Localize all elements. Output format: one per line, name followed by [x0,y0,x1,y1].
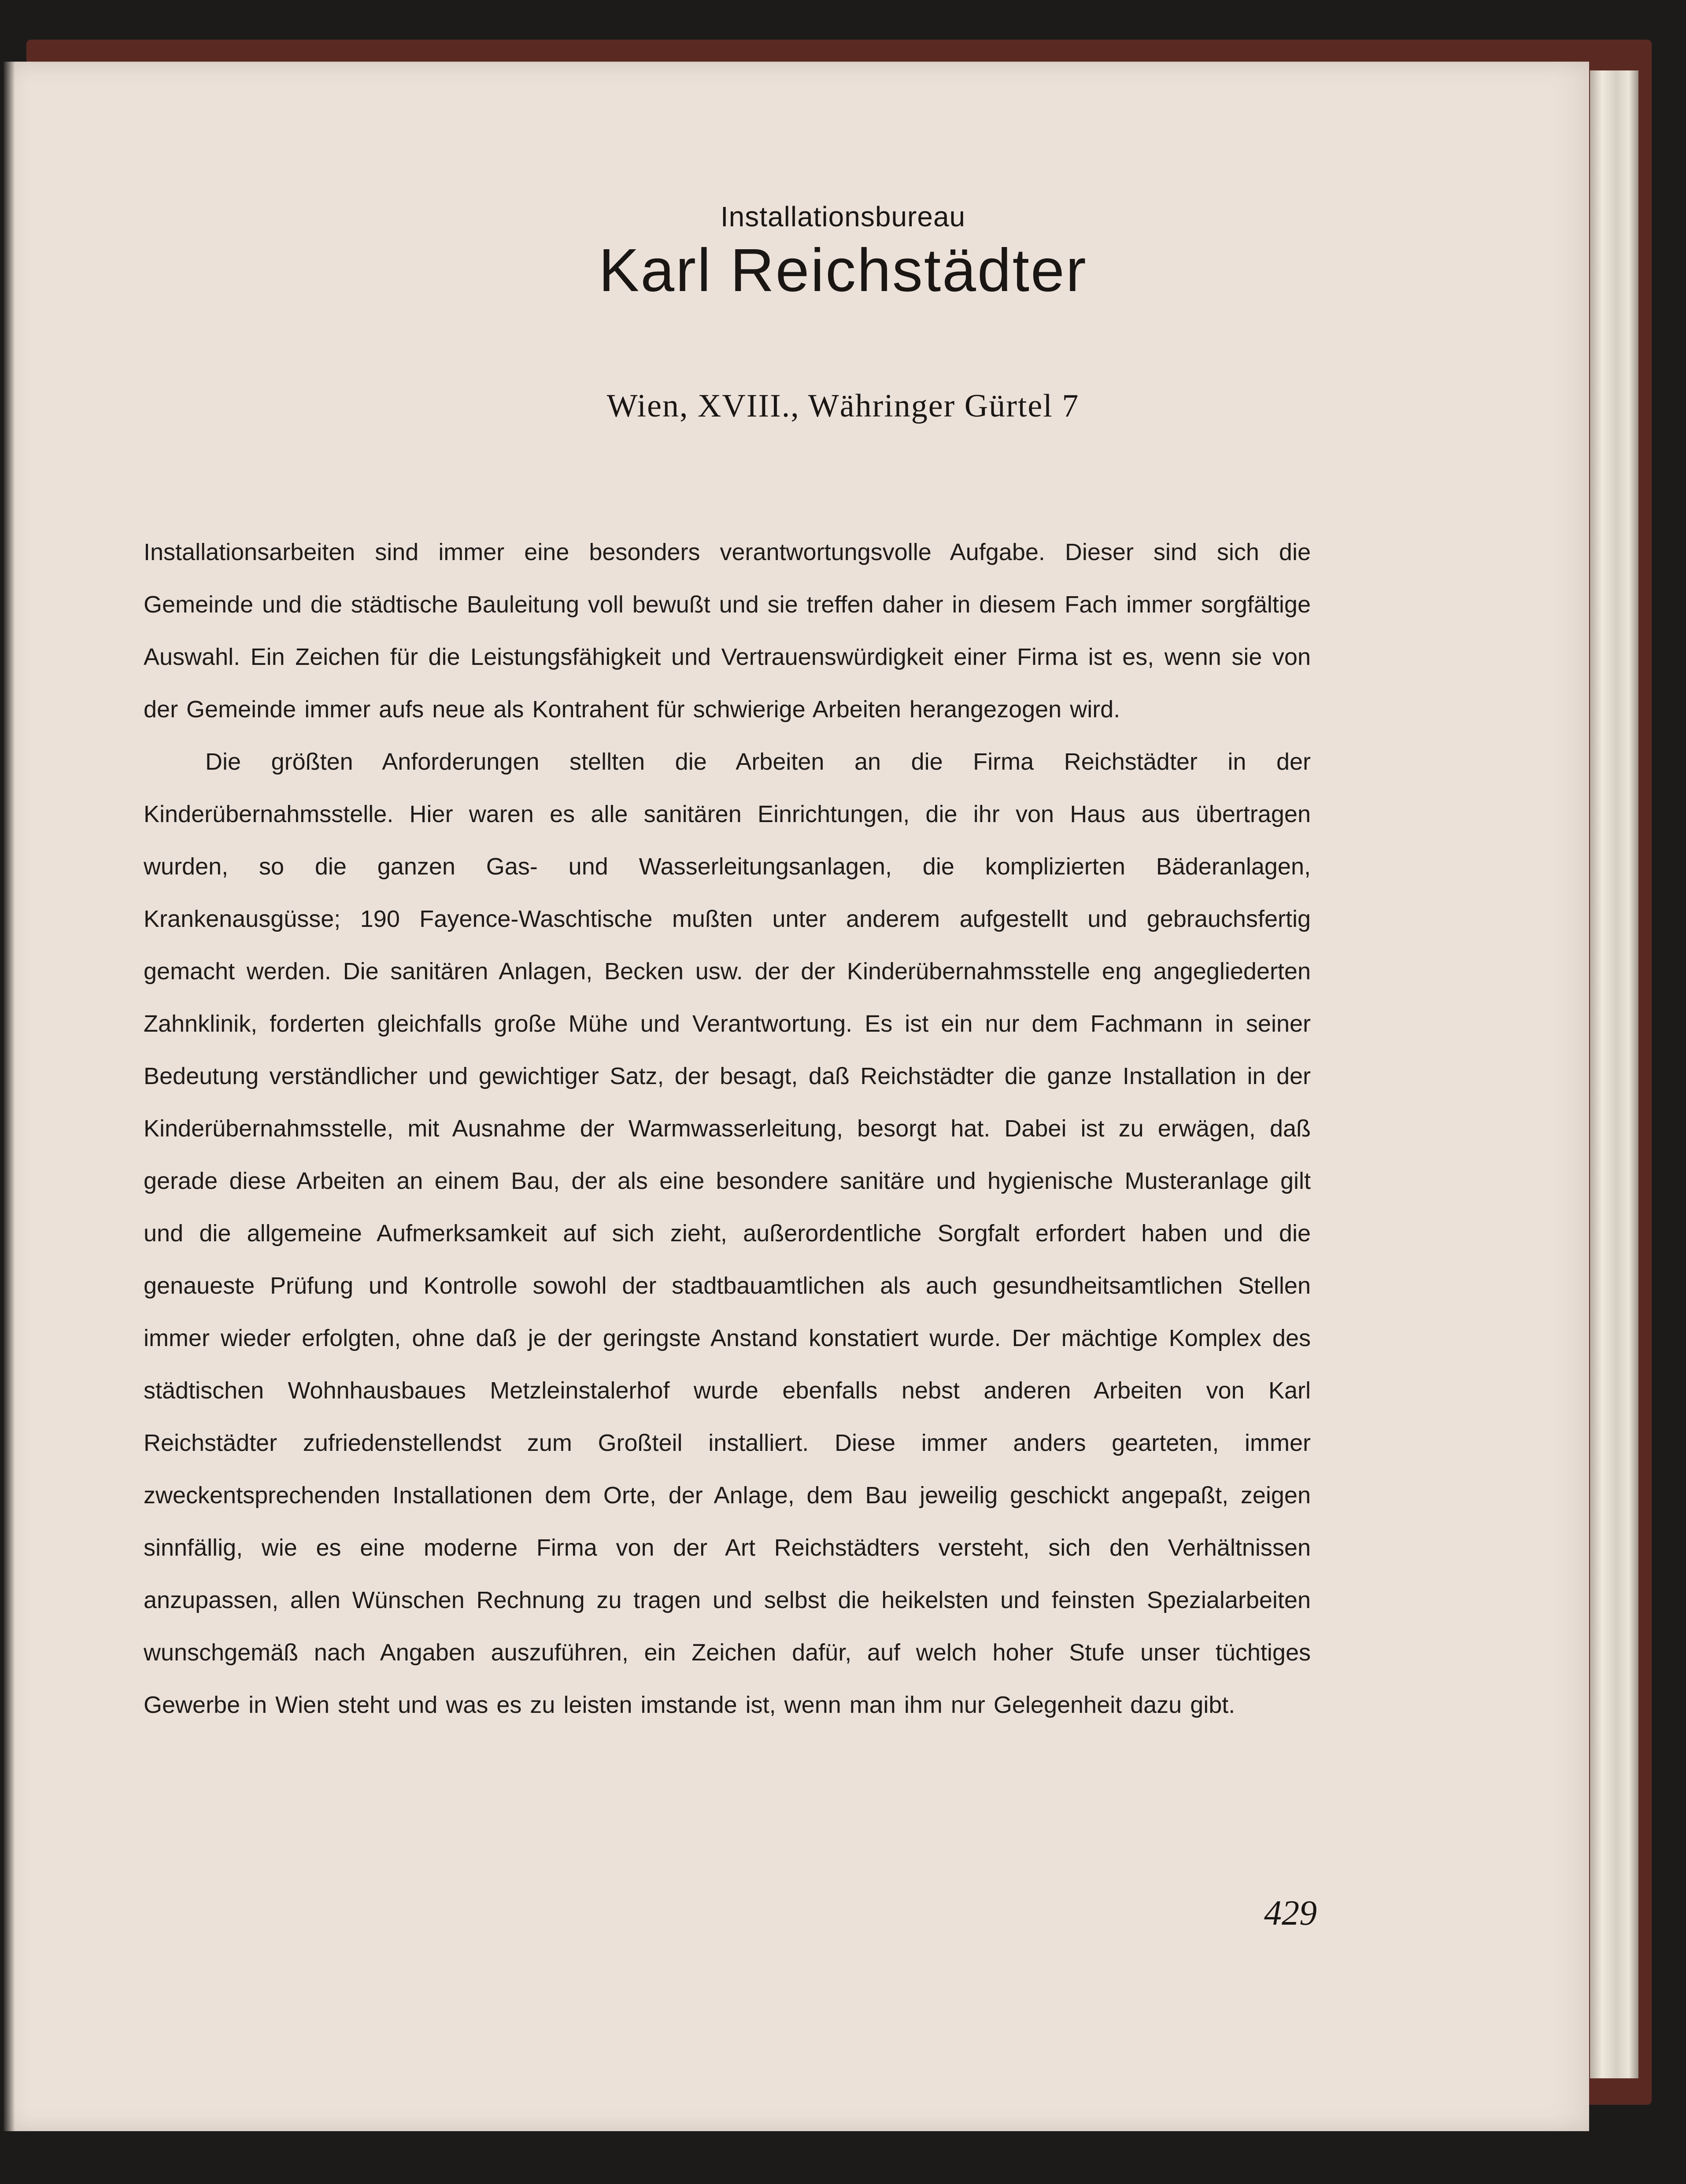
article-body [144,526,1311,1731]
page-stack-edge [1590,70,1638,2078]
paragraph-1: Installationsarbeiten sind immer eine besonders verantwortungsvolle Aufgabe. Dieser sind sich die Gemeinde und die städtische Bauleitung voll bewußt und sie treffen daher in diesem Fach immer sorgfältige Auswahl. Ein Zeichen für die Leistungsfähigkeit und Vertrauenswürdigkeit einer Firma ist es, wenn sie von der Gemeinde immer aufs neue als Kontrahent für schwierige Arbeiten herangezogen wird. [144,539,1311,723]
company-address: Wien, XVIII., Währinger Gürtel 7 [606,388,1080,424]
company-name: Karl Reichstädter [599,236,1087,304]
page-number: 429 [1264,1894,1317,1933]
paragraph-2: Die größten Anforderungen stellten die Arbeiten an die Firma Reichstädter in der Kinderübernahmsstelle. Hier waren es alle sanitären Einrichtungen, die ihr von Haus aus übertragen wurden, so die ganzen Gas- und Wasserleitungsanlagen, die komplizierten Bäderanlagen, Krankenausgüsse; 190 Fayence-Waschtische mußten unter anderem aufgestellt und gebrauchsfertig gemacht werden. Die sanitären Anlagen, Becken usw. der der Kinderübernahmsstelle eng angegliederten Zahnklinik, forderten gleichfalls große Mühe und Verantwortung. Es ist ein nur dem Fachmann in seiner Bedeutung verständlicher und gewichtiger Satz, der besagt, daß Reichstädter die ganze Installation in der Kinderübernahmsstelle, mit Ausnahme der Warmwasserleitung, besorgt hat. Dabei ist zu erwägen, daß gerade diese Arbeiten an einem Bau, der als eine besondere sanitäre und hygienische Musteranlage gilt und die allgemeine Aufmerksamkeit auf sich zieht, außerordentliche Sorgfalt erfordert haben und die genaueste Prüfung und Kontrolle sowohl der stadtbauamtlichen als auch gesundheitsamtlichen Stellen immer wieder erfolgten, ohne daß je der geringste Anstand konstatiert wurde. Der mächtige Komplex des städtischen Wohnhausbaues Metzleinstalerhof wurde ebenfalls nebst anderen Arbeiten von Karl Reichstädter zufriedenstellendst zum Großteil installiert. Diese immer anders gearteten, immer zweckentsprechenden Installationen dem Orte, der Anlage, dem Bau jeweilig geschickt angepaßt, zeigen sinnfällig, wie es eine moderne Firma von der Art Reichstädters versteht, sich den Verhältnissen anzupassen, allen Wünschen Rechnung zu tragen und selbst die heikelsten und feinsten Spezialarbeiten wunschgemäß nach Angaben auszuführen, ein Zeichen dafür, auf welch hoher Stufe unser tüchtiges Gewerbe in Wien steht und was es zu leisten imstande ist, wenn man ihm nur Gelegenheit dazu gibt. [144,749,1311,1718]
page-gutter-shadow [4,62,15,2131]
company-type: Installationsbureau [720,201,966,232]
